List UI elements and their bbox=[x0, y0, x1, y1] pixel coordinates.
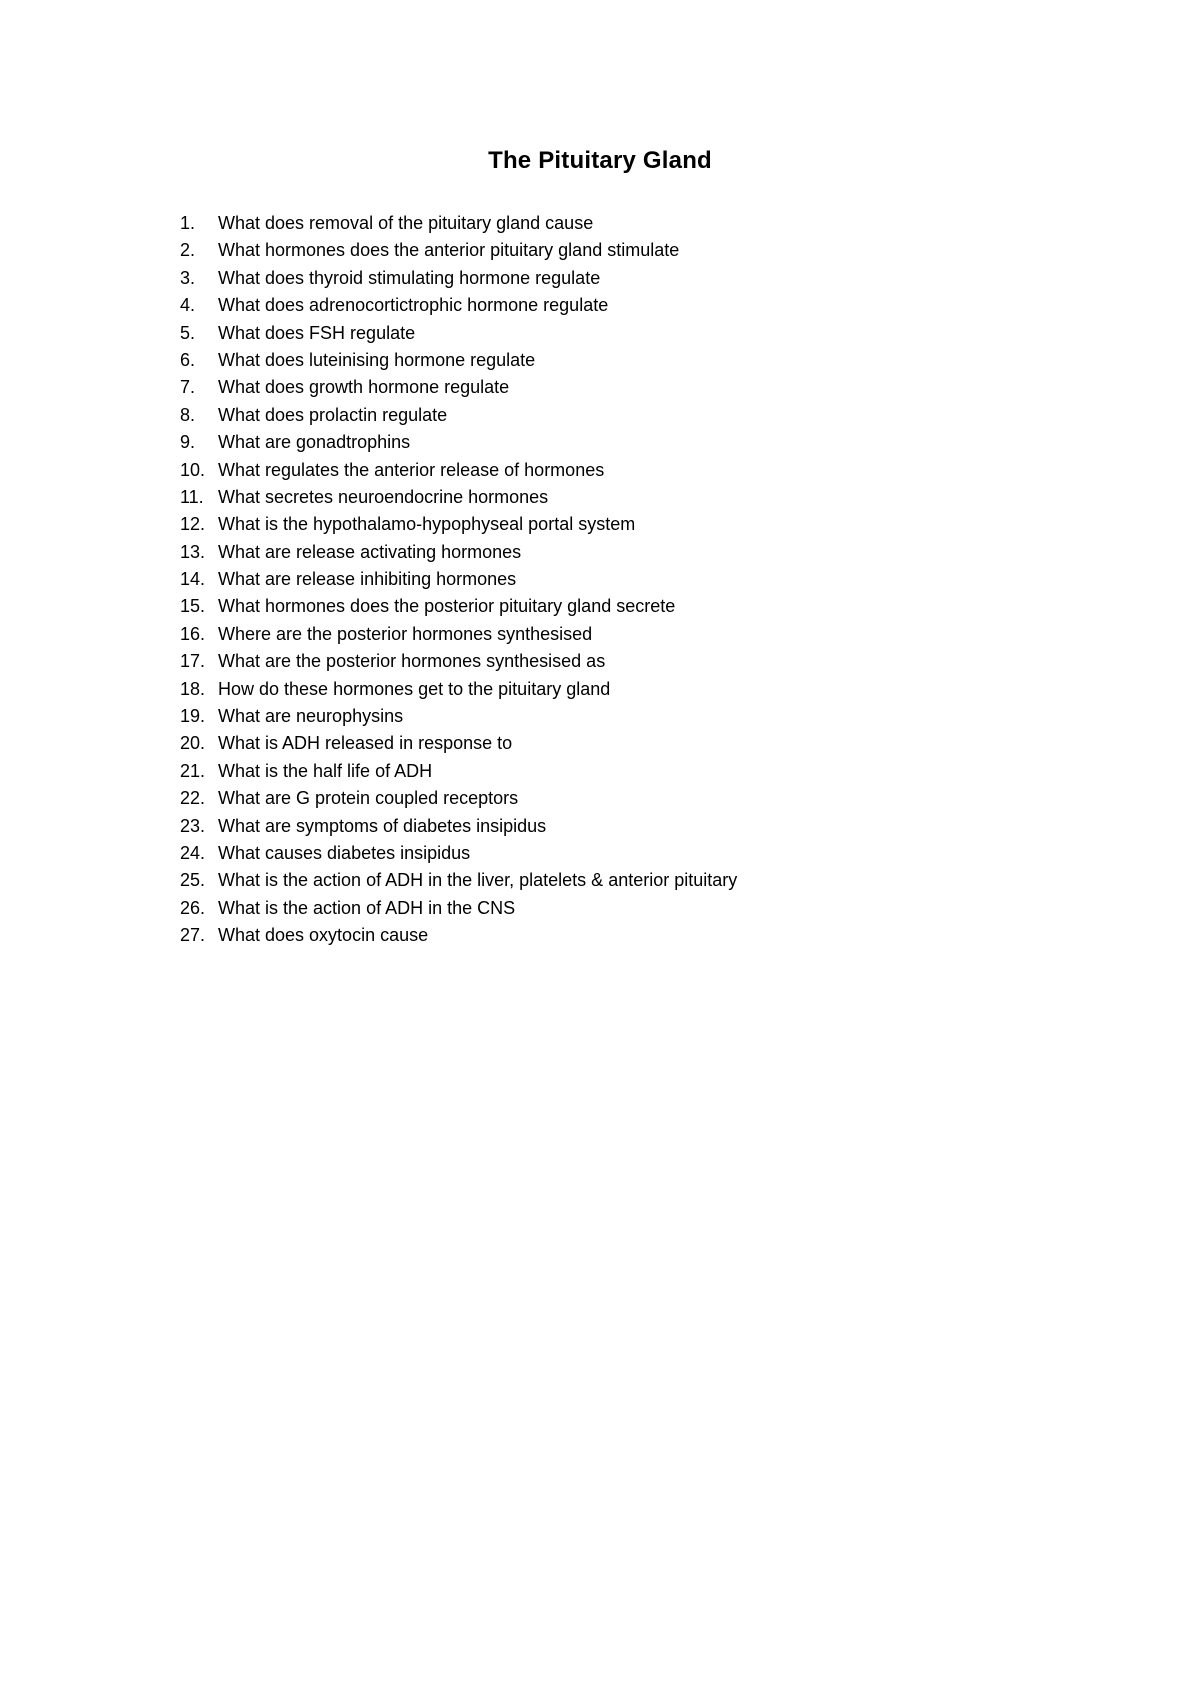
question-number: 15. bbox=[180, 596, 206, 617]
list-item bbox=[180, 292, 737, 319]
list-item bbox=[180, 813, 737, 840]
question-text: What is ADH released in response to bbox=[218, 733, 513, 754]
question-number: 1. bbox=[180, 213, 196, 233]
list-item bbox=[180, 840, 737, 867]
question-text: What are release inhibiting hormones bbox=[218, 569, 517, 590]
question-number: 20. bbox=[180, 733, 206, 754]
list-item bbox=[180, 237, 737, 264]
question-text: How do these hormones get to the pituitary gland bbox=[218, 678, 611, 699]
question-text: What does prolactin regulate bbox=[218, 404, 448, 425]
list-item bbox=[180, 593, 737, 620]
question-number: 13. bbox=[180, 541, 206, 562]
list-item bbox=[180, 511, 737, 538]
list-item bbox=[180, 676, 737, 703]
question-text: What does growth hormone regulate bbox=[218, 377, 510, 398]
list-item bbox=[180, 758, 737, 785]
question-number: 18. bbox=[180, 678, 206, 699]
question-number: 5. bbox=[180, 322, 196, 343]
question-number: 2. bbox=[180, 240, 196, 261]
question-list bbox=[180, 210, 737, 950]
list-item bbox=[180, 210, 737, 237]
question-number: 21. bbox=[180, 760, 206, 781]
question-text: What does oxytocin cause bbox=[218, 925, 429, 946]
list-item bbox=[180, 484, 737, 511]
list-item bbox=[180, 922, 737, 949]
question-number: 11. bbox=[180, 486, 204, 507]
question-text: What is the action of ADH in the liver, platelets & anterior pituitary bbox=[218, 870, 738, 891]
question-text: What is the action of ADH in the CNS bbox=[218, 897, 516, 918]
question-text: What are release activating hormones bbox=[218, 541, 522, 562]
question-number: 22. bbox=[180, 788, 206, 809]
list-item bbox=[180, 539, 737, 566]
question-number: 17. bbox=[180, 651, 206, 672]
question-text: What hormones does the anterior pituitary gland stimulate bbox=[218, 240, 680, 261]
question-text: Where are the posterior hormones synthesised bbox=[218, 623, 593, 644]
list-item bbox=[180, 374, 737, 401]
list-item bbox=[180, 785, 737, 812]
question-text: What are gonadtrophins bbox=[218, 432, 411, 453]
list-item bbox=[180, 320, 737, 347]
question-number: 4. bbox=[180, 295, 196, 316]
question-text: What secretes neuroendocrine hormones bbox=[218, 486, 549, 507]
question-text: What does luteinising hormone regulate bbox=[218, 349, 536, 370]
question-number: 16. bbox=[180, 623, 206, 644]
list-item bbox=[180, 895, 737, 922]
list-item bbox=[180, 402, 737, 429]
question-number: 19. bbox=[180, 706, 206, 727]
question-text: What are symptoms of diabetes insipidus bbox=[218, 815, 547, 836]
question-text: What are G protein coupled receptors bbox=[218, 788, 519, 809]
question-number: 3. bbox=[180, 267, 196, 288]
page-title: The Pituitary Gland bbox=[488, 147, 712, 174]
question-text: What does thyroid stimulating hormone regulate bbox=[218, 267, 601, 288]
question-text: What does adrenocortictrophic hormone regulate bbox=[218, 295, 609, 316]
list-item bbox=[180, 457, 737, 484]
question-number: 8. bbox=[180, 404, 196, 425]
list-item bbox=[180, 648, 737, 675]
list-item bbox=[180, 867, 737, 894]
list-item bbox=[180, 730, 737, 757]
list-item bbox=[180, 703, 737, 730]
question-text: What are neurophysins bbox=[218, 706, 404, 727]
question-text: What does FSH regulate bbox=[218, 322, 416, 343]
question-number: 7. bbox=[180, 377, 196, 398]
list-item bbox=[180, 621, 737, 648]
question-number: 23. bbox=[180, 815, 206, 836]
question-number: 6. bbox=[180, 349, 196, 370]
question-text: What are the posterior hormones synthesised as bbox=[218, 651, 606, 672]
question-number: 26. bbox=[180, 897, 206, 918]
question-text: What does removal of the pituitary gland cause bbox=[218, 213, 594, 233]
list-item bbox=[180, 566, 737, 593]
question-number: 12. bbox=[180, 514, 206, 535]
question-text: What hormones does the posterior pituitary gland secrete bbox=[218, 596, 676, 617]
question-number: 24. bbox=[180, 842, 206, 863]
list-item bbox=[180, 347, 737, 374]
question-text: What regulates the anterior release of hormones bbox=[218, 459, 605, 480]
question-text: What is the half life of ADH bbox=[218, 760, 433, 781]
question-number: 10. bbox=[180, 459, 206, 480]
question-text: What is the hypothalamo-hypophyseal portal system bbox=[218, 514, 636, 535]
question-number: 9. bbox=[180, 432, 196, 453]
question-number: 14. bbox=[180, 569, 206, 590]
question-text: What causes diabetes insipidus bbox=[218, 842, 471, 863]
question-number: 27. bbox=[180, 925, 206, 946]
list-item bbox=[180, 429, 737, 456]
list-item bbox=[180, 265, 737, 292]
question-number: 25. bbox=[180, 870, 206, 891]
